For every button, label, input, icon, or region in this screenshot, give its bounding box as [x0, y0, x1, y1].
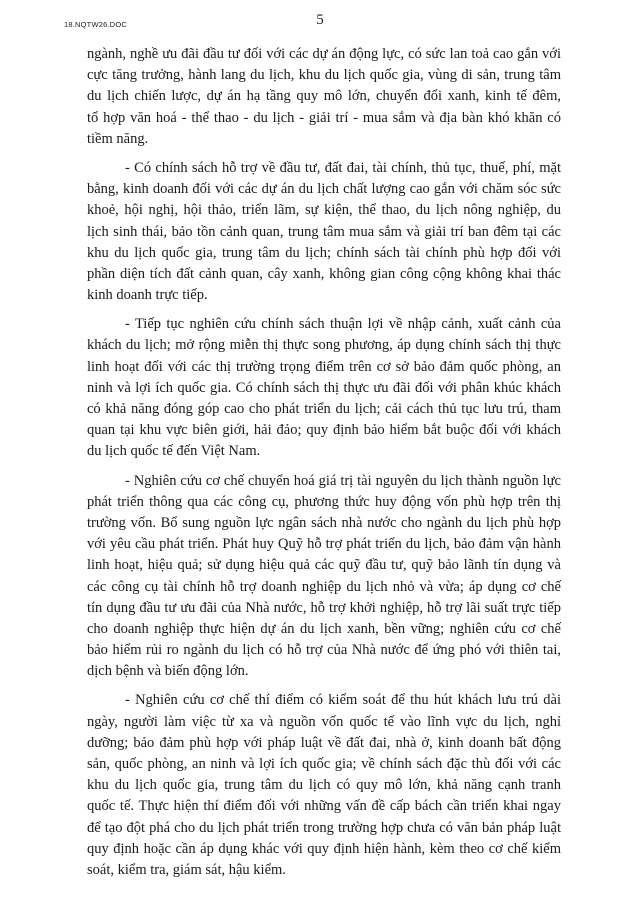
text-line: - Nghiên cứu cơ chế chuyển hoá giá trị tài nguyên du lịch thành nguồn lực: [125, 472, 561, 489]
text-line: khu du lịch quốc gia, trung tâm du lịch có quy mô lớn, khả năng cạnh tranh: [87, 777, 561, 794]
text-line: du lịch chiến lược, dự án hạ tầng quy mô lớn, chuyển đổi xanh, kinh tế đêm,: [87, 88, 561, 105]
text-line: quy định hoặc cần áp dụng khác với quy định hiện hành, kèm theo cơ chế kiểm: [87, 840, 561, 857]
text-line: ngày, người làm việc từ xa và nguồn vốn quốc tế vào lĩnh vực du lịch, nghỉ: [87, 713, 561, 730]
text-line: khách du lịch; mở rộng miễn thị thực song phương, áp dụng chính sách thị thực: [87, 337, 561, 354]
text-line: dịch bệnh và biến động lớn.: [87, 663, 249, 680]
text-line: cho doanh nghiệp thực hiện dự án du lịch xanh, bền vững; nghiên cứu cơ chế: [87, 620, 561, 637]
text-line: dưỡng; bảo đảm phù hợp với pháp luật về đất đai, nhà ở, kinh doanh bất động: [87, 734, 561, 751]
page-number: 5: [316, 12, 324, 28]
text-line: phát triển thông qua các công cụ, phương thức huy động vốn phù hợp trên thị: [87, 493, 561, 510]
text-line: ninh và lợi ích quốc gia. Có chính sách thị thực ưu đãi đối với phân khúc khách: [87, 379, 561, 396]
text-line: tổ hợp văn hoá - thể thao - du lịch - giải trí - mua sắm và địa bàn khó khăn có: [87, 109, 561, 126]
text-line: trường vốn. Bổ sung nguồn lực ngân sách nhà nước cho ngành du lịch phù hợp: [87, 514, 561, 531]
text-line: - Nghiên cứu cơ chế thí điểm có kiểm soát để thu hút khách lưu trú dài: [125, 692, 561, 709]
text-line: khu du lịch quốc gia, trung tâm du lịch; chính sách tài chính phù hợp đối với: [87, 244, 561, 261]
text-line: với yêu cầu phát triển. Phát huy Quỹ hỗ trợ phát triển du lịch, bảo đảm vận hành: [87, 536, 561, 553]
text-line: có khả năng đóng góp cao cho phát triển du lịch; cải cách thủ tục lưu trú, tham: [87, 401, 561, 417]
text-line: tín dụng đầu tư ưu đãi của Nhà nước, hỗ trợ khởi nghiệp, hỗ trợ lãi suất trực tiếp: [87, 599, 561, 616]
text-line: linh hoạt, hiệu quả; sử dụng hiệu quả các quỹ đầu tư, quỹ bảo lãnh tín dụng và: [87, 557, 561, 574]
paragraph: [87, 471, 561, 683]
text-line: - Tiếp tục nghiên cứu chính sách thuận lợi về nhập cảnh, xuất cảnh của: [125, 316, 561, 333]
text-line: ngành, nghề ưu đãi đầu tư đối với các dự án động lực, có sức lan toả cao gắn với: [87, 46, 561, 62]
paragraph: [87, 158, 561, 306]
text-line: quốc tế. Thực hiện thí điểm đối với những vấn đề cấp bách cần triển khai ngay: [87, 798, 561, 815]
text-line: quan tại khu vực biên giới, hải đảo; quy định bảo hiểm bắt buộc đối với khách: [87, 422, 561, 439]
paragraph: [87, 690, 561, 881]
text-line: để tạo đột phá cho du lịch phát triển trong trường hợp chưa có văn bản pháp luật: [87, 819, 561, 836]
text-line: bằng, kinh doanh đối với các dự án du lịch chất lượng cao gắn với chăm sóc sức: [87, 181, 561, 198]
text-line: soát, kiểm tra, giám sát, hậu kiểm.: [87, 861, 286, 878]
document-body: [87, 44, 561, 889]
text-line: khoẻ, hội nghị, hội thảo, triển lãm, sự kiện, thể thao, du lịch nông nghiệp, du: [87, 202, 561, 219]
paragraph: [87, 44, 561, 150]
text-line: sản, quốc phòng, an ninh và lợi ích quốc gia; về chính sách đặc thù đối với các: [87, 756, 561, 772]
document-filename: 18.NQTW26.DOC: [64, 20, 128, 29]
text-line: kinh doanh trực tiếp.: [87, 287, 208, 304]
paragraph: [87, 314, 561, 462]
text-line: - Có chính sách hỗ trợ về đầu tư, đất đai, tài chính, thủ tục, thuế, phí, mặt: [125, 159, 561, 176]
text-line: cực tăng trưởng, hành lang du lịch, khu du lịch quốc gia, vùng di sản, trung tâm: [87, 67, 561, 84]
text-line: tiềm năng.: [87, 130, 149, 147]
text-line: phần diện tích đất cảnh quan, cây xanh, không gian công cộng không khai thác: [87, 265, 561, 282]
text-line: linh hoạt đối với các thị trường trọng điểm trên cơ sở bảo đảm quốc phòng, an: [87, 358, 561, 375]
text-line: du lịch quốc tế đến Việt Nam.: [87, 443, 261, 460]
text-line: bảo hiểm rủi ro ngành du lịch có hỗ trợ của Nhà nước để ứng phó với thiên tai,: [87, 642, 561, 659]
text-line: lịch sinh thái, bảo tồn cảnh quan, trung tâm mua sắm và giải trí ban đêm tại các: [87, 223, 561, 240]
text-line: các công cụ tài chính hỗ trợ doanh nghiệp du lịch nhỏ và vừa; áp dụng cơ chế: [87, 578, 561, 595]
